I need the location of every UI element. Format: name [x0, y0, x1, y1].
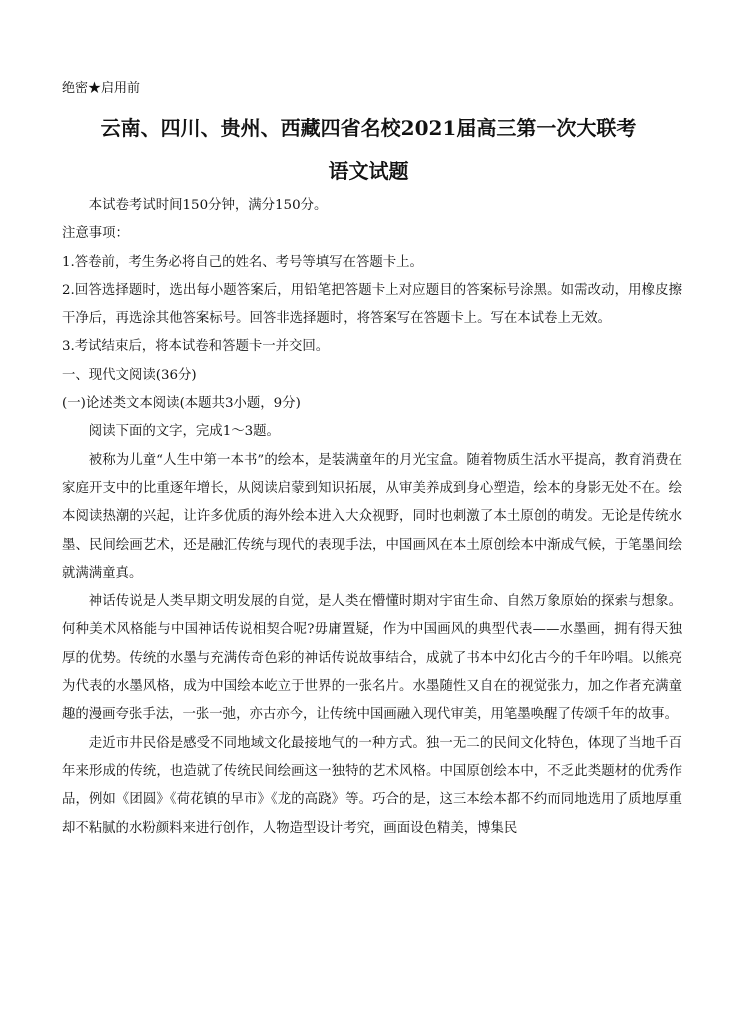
passage-paragraph-3: 走近市井民俗是感受不同地域文化最接地气的一种方式。独一无二的民间文化特色，体现了当地千百年来形成的传统，也造就了传统民间绘画这一独特的艺术风格。中国原创绘本中，不乏此类题材的优秀作品，例如《团圆》《荷花镇的早市》《龙的高跷》等。巧合的是，这三本绘本都不约而同地选用了质地厚重却不粘腻的水粉颜料来进行创作，人物造型设计考究，画面设色精美，博集民 [62, 735, 682, 836]
subject-title: 语文试题 [328, 159, 409, 183]
notes-heading: 注意事项： [62, 226, 129, 242]
passage-paragraph-2: 神话传说是人类早期文明发展的自觉，是人类在懵懂时期对宇宙生命、自然万象原始的探索与想象。何种美术风格能与中国神话传说相契合呢?毋庸置疑，作为中国画风的典型代表——水墨画，拥有得天独厚的优势。传统的水墨与充满传奇色彩的神话传说故事结合，成就了书本中幻化古今的千年吟唱。以熊亮为代表的水墨风格，成为中国绘本屹立于世界的一张名片。水墨随性又自在的视觉张力，加之作者充满童趣的漫画夸张手法，一张一弛，亦古亦今，让传统中国画融入现代审美，用笔墨唤醒了传颂千年的故事。 [62, 594, 682, 723]
document-body [62, 192, 682, 843]
section-subheading: (一)论述类文本阅读(本题共3小题，9分) [62, 396, 301, 412]
note-item-1: 1.答卷前，考生务必将自己的姓名、考号等填写在答题卡上。 [62, 254, 423, 270]
confidential-mark: 绝密★启用前 [62, 81, 141, 96]
exam-time-note: 本试卷考试时间150分钟，满分150分。 [88, 198, 328, 213]
note-item-3: 3.考试结束后，将本试卷和答题卡一并交回。 [62, 339, 330, 355]
exam-title: 云南、四川、贵州、西藏四省名校2021届高三第一次大联考 [100, 116, 637, 140]
reading-instruction: 阅读下面的文字，完成1～3题。 [88, 424, 280, 440]
note-item-2: 2.回答选择题时，选出每小题答案后，用铅笔把答题卡上对应题目的答案标号涂黑。如需改动，用橡皮擦干净后，再选涂其他答案标号。回答非选择题时，将答案写在答题卡上。写在本试卷上无效。 [62, 282, 682, 327]
section-heading: 一、现代文阅读(36分) [62, 367, 197, 383]
passage-paragraph-1: 被称为儿童“人生中第一本书”的绘本，是装满童年的月光宝盒。随着物质生活水平提高，教育消费在家庭开支中的比重逐年增长，从阅读启蒙到知识拓展，从审美养成到身心塑造，绘本的身影无处不在。绘本阅读热潮的兴起，让许多优质的海外绘本进入大众视野，同时也刺激了本土原创的萌发。无论是传统水墨、民间绘画艺术，还是融汇传统与现代的表现手法，中国画风在本土原创绘本中渐成气候，于笔墨间绘就满满童真。 [62, 452, 682, 581]
